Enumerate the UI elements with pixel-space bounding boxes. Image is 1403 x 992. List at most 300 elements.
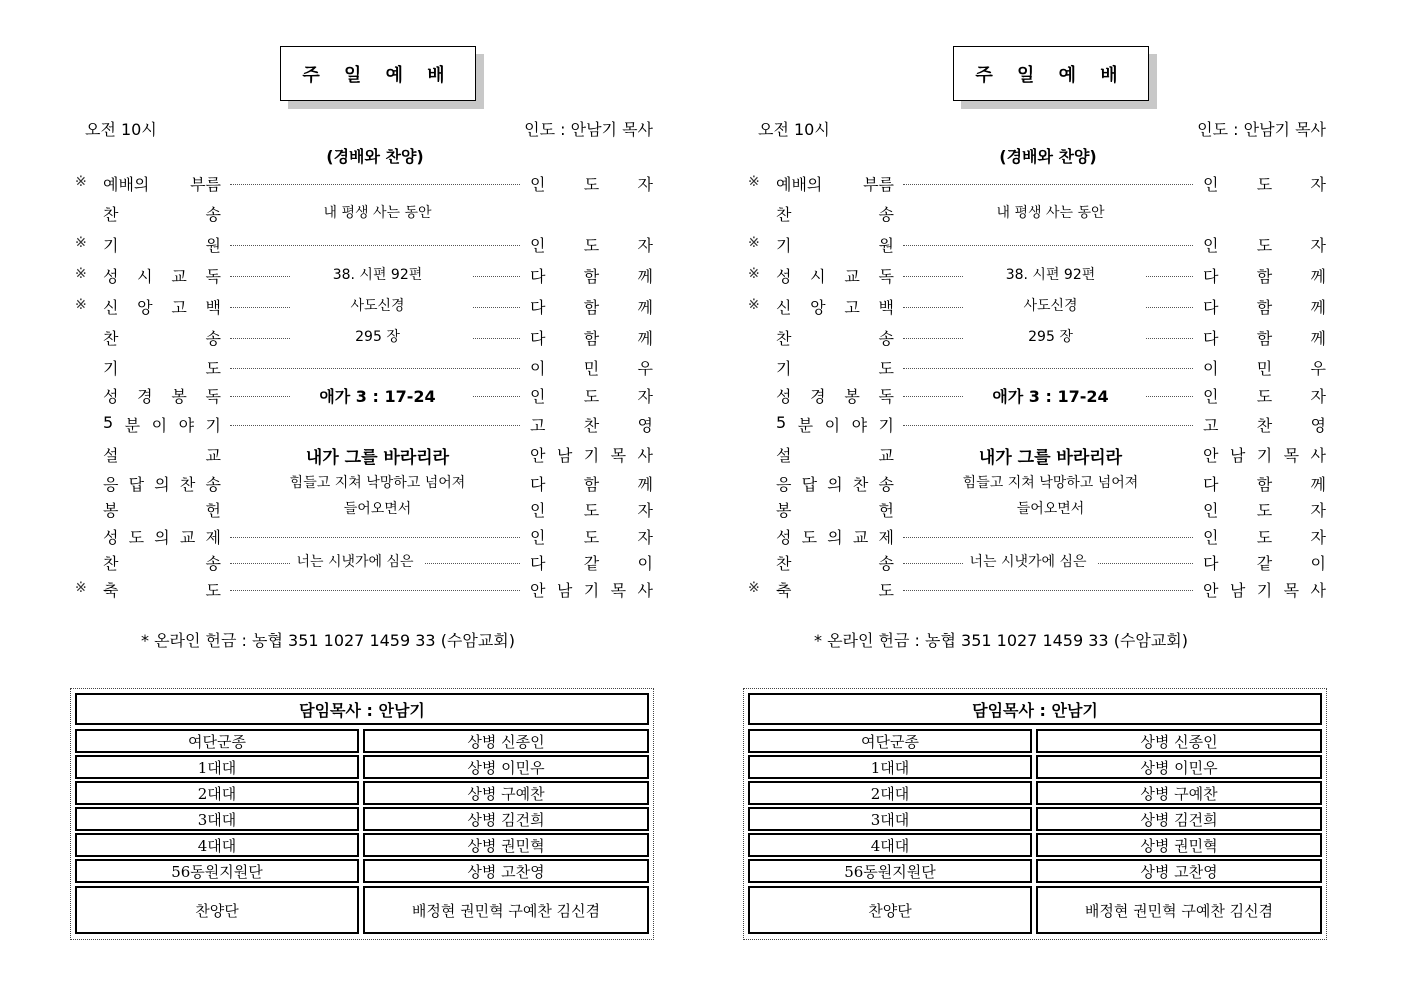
order-item-person-char: 자 <box>637 236 653 255</box>
order-item-person-char: 사 <box>1310 446 1326 465</box>
order-item-person-char: 께 <box>637 298 653 317</box>
staff-unit-cell: 여단군종 <box>75 729 359 753</box>
order-row <box>75 551 655 575</box>
order-item-person-char: 도 <box>1256 236 1273 255</box>
order-item-person-char: 다 <box>530 554 546 573</box>
order-item-name-char: 고 <box>844 298 860 317</box>
order-item-person <box>1203 498 1326 521</box>
dotted-leader <box>230 537 520 538</box>
order-item-name <box>103 233 221 256</box>
order-item-detail: 38. 시편 92편 <box>1005 267 1096 283</box>
order-row <box>748 498 1328 522</box>
order-item-person-char: 이 <box>1203 359 1219 378</box>
order-item-person <box>1203 264 1326 287</box>
order-row <box>748 172 1328 196</box>
order-item-person-char: 함 <box>1256 298 1273 317</box>
dotted-leader <box>903 184 1193 185</box>
order-item-name-char: 고 <box>171 298 187 317</box>
order-item-person-char: 다 <box>530 475 546 494</box>
order-item-detail: 내 평생 사는 동안 <box>996 205 1105 221</box>
order-item-name-char: 송 <box>205 205 221 224</box>
order-item-person-char: 인 <box>530 501 546 520</box>
order-item-name <box>103 443 221 466</box>
order-item-name-char: 부름 <box>190 175 221 194</box>
standing-mark: ※ <box>748 580 760 596</box>
order-item-name-char: 기 <box>776 236 792 255</box>
staff-member-cell: 상병 이민우 <box>1036 755 1322 779</box>
order-item-name-char: 분 <box>797 416 814 435</box>
order-item-name <box>103 264 221 287</box>
order-item-name-char: 축 <box>103 581 119 600</box>
order-row <box>748 233 1328 257</box>
order-item-person <box>530 413 653 436</box>
order-item-person-char: 목 <box>1283 581 1300 600</box>
dotted-leader <box>230 184 520 185</box>
order-item-person <box>530 172 653 195</box>
order-item-name-char: 경 <box>137 387 153 406</box>
order-row <box>75 172 655 196</box>
order-row <box>748 443 1328 467</box>
order-item-person <box>1203 172 1326 195</box>
order-item-name-char: 송 <box>878 329 894 348</box>
staff-unit-cell: 4대대 <box>75 833 359 857</box>
order-item-person <box>530 326 653 349</box>
order-item-name <box>103 472 221 495</box>
order-item-person <box>530 472 653 495</box>
order-item-person-char: 인 <box>530 175 546 194</box>
order-item-person-char: 인 <box>1203 236 1219 255</box>
order-item-name-char: 제 <box>878 528 894 547</box>
order-item-name-char: 의 <box>154 528 170 547</box>
order-item-detail: 힘들고 지쳐 낙망하고 넘어져 <box>962 475 1139 491</box>
order-row <box>748 264 1328 288</box>
dotted-leader <box>1098 563 1193 564</box>
order-item-person-char: 도 <box>1256 387 1273 406</box>
order-row <box>748 295 1328 319</box>
order-item-name-char: 백 <box>878 298 894 317</box>
order-item-name-char: 송 <box>205 475 221 494</box>
order-item-person-char: 영 <box>637 416 653 435</box>
order-item-person-char: 함 <box>583 329 600 348</box>
standing-mark: ※ <box>748 297 760 313</box>
order-item-person-char: 다 <box>1203 329 1219 348</box>
order-item-name <box>776 498 894 521</box>
order-item-name-char: 5 <box>103 413 114 432</box>
staff-member-cell: 상병 권민혁 <box>1036 833 1322 857</box>
order-item-person-char: 께 <box>1310 298 1326 317</box>
order-item-name-char: 도 <box>878 581 894 600</box>
order-item-name-char: 답 <box>801 475 818 494</box>
order-item-name <box>776 443 894 466</box>
order-item-name <box>776 578 894 601</box>
order-item-person-char: 함 <box>1256 329 1273 348</box>
order-item-person-char: 함 <box>1256 475 1273 494</box>
order-item-name-char: 도 <box>128 528 145 547</box>
order-item-detail: 38. 시편 92편 <box>332 267 423 283</box>
order-item-person-char: 다 <box>530 267 546 286</box>
order-item-person <box>530 233 653 256</box>
order-item-name-char: 봉 <box>776 501 792 520</box>
online-offering-note: * 온라인 헌금 : 농협 351 1027 1459 33 (수암교회) <box>814 631 1189 650</box>
standing-mark: ※ <box>748 235 760 251</box>
order-item-person-char: 도 <box>583 387 600 406</box>
standing-mark: ※ <box>75 235 87 251</box>
order-item-name-char: 찬 <box>776 205 792 224</box>
order-row <box>748 578 1328 602</box>
order-item-person-char: 도 <box>583 175 600 194</box>
order-row <box>75 443 655 467</box>
order-item-person-char: 자 <box>637 528 653 547</box>
order-item-name <box>103 295 221 318</box>
bulletin-panel-right <box>748 0 1338 992</box>
order-item-person-char: 자 <box>1310 236 1326 255</box>
order-item-detail: 애가 3 : 17-24 <box>992 387 1109 406</box>
staff-unit-cell: 찬양단 <box>75 886 359 934</box>
order-item-name-char: 도 <box>205 581 221 600</box>
standing-mark: ※ <box>748 174 760 190</box>
order-item-person-char: 인 <box>1203 501 1219 520</box>
order-item-name-char: 설 <box>103 446 119 465</box>
staff-unit-cell: 1대대 <box>75 755 359 779</box>
dotted-leader <box>230 563 290 564</box>
dotted-leader <box>903 368 1193 369</box>
order-item-person-char: 목 <box>610 446 627 465</box>
staff-unit-cell: 4대대 <box>748 833 1032 857</box>
order-item-person-char: 도 <box>583 236 600 255</box>
order-item-person-char: 인 <box>530 387 546 406</box>
staff-member-cell: 상병 이민우 <box>363 755 649 779</box>
order-item-person <box>530 356 653 379</box>
order-item-name-char: 기 <box>878 416 894 435</box>
order-item-name-char: 찬 <box>103 554 119 573</box>
online-offering-note: * 온라인 헌금 : 농협 351 1027 1459 33 (수암교회) <box>141 631 516 650</box>
staff-unit-cell: 여단군종 <box>748 729 1032 753</box>
order-item-detail: 들어오면서 <box>343 501 412 517</box>
order-item-name-char: 부름 <box>863 175 894 194</box>
staff-member-cell: 상병 신종인 <box>363 729 649 753</box>
order-row <box>748 413 1328 437</box>
order-item-person-char: 다 <box>530 298 546 317</box>
order-item-person-char: 함 <box>583 267 600 286</box>
order-item-person-char: 인 <box>530 528 546 547</box>
order-item-name <box>776 525 894 548</box>
dotted-leader <box>230 368 520 369</box>
order-item-person-char: 같 <box>583 554 600 573</box>
order-item-person-char: 목 <box>1283 446 1300 465</box>
order-item-name-char: 원 <box>878 236 894 255</box>
order-item-person-char: 함 <box>583 298 600 317</box>
dotted-leader <box>903 425 1193 426</box>
order-item-person-char: 안 <box>1203 446 1219 465</box>
bulletin-panel-left <box>75 0 665 992</box>
dotted-leader <box>903 537 1193 538</box>
order-item-person-char: 께 <box>637 475 653 494</box>
order-item-person <box>530 498 653 521</box>
order-item-name <box>776 413 894 436</box>
order-item-person-char: 남 <box>556 446 573 465</box>
order-item-person <box>1203 295 1326 318</box>
order-item-person-char: 우 <box>1310 359 1326 378</box>
order-item-person <box>530 443 653 466</box>
order-item-person-char: 께 <box>637 329 653 348</box>
order-item-name-char: 성 <box>103 387 119 406</box>
order-item-person-char: 자 <box>637 387 653 406</box>
order-item-name-char: 기 <box>103 236 119 255</box>
standing-mark: ※ <box>75 297 87 313</box>
order-item-name-char: 성 <box>103 528 119 547</box>
order-item-person-char: 도 <box>1256 528 1273 547</box>
order-item-detail: 사도신경 <box>1023 298 1078 314</box>
order-item-person-char: 고 <box>1203 416 1219 435</box>
order-item-person <box>1203 413 1326 436</box>
order-item-name-char: 교 <box>171 267 187 286</box>
order-item-person-char: 자 <box>637 175 653 194</box>
order-item-name-char: 교 <box>878 446 894 465</box>
order-item-name-char: 찬 <box>103 329 119 348</box>
order-item-detail: 295 장 <box>355 329 400 345</box>
order-item-person-char: 남 <box>1229 446 1246 465</box>
order-item-detail: 들어오면서 <box>1016 501 1085 517</box>
service-title: 주 일 예 배 <box>953 46 1149 101</box>
order-item-person <box>1203 356 1326 379</box>
service-title: 주 일 예 배 <box>280 46 476 101</box>
order-row <box>748 525 1328 549</box>
order-item-person-char: 도 <box>1256 501 1273 520</box>
order-item-name <box>776 326 894 349</box>
order-item-name-char: 의 <box>827 528 843 547</box>
order-item-person <box>1203 443 1326 466</box>
dotted-leader <box>230 590 520 591</box>
order-row <box>75 498 655 522</box>
staff-member-cell: 배정현 권민혁 구예찬 김신겸 <box>1036 886 1322 934</box>
order-item-person-char: 다 <box>1203 298 1219 317</box>
staff-member-cell: 상병 고찬영 <box>1036 859 1322 883</box>
pastor-header: 담임목사 : 안남기 <box>748 693 1322 725</box>
order-item-person-char: 남 <box>556 581 573 600</box>
order-item-person <box>1203 326 1326 349</box>
staff-unit-cell: 56동원지원단 <box>748 859 1032 883</box>
order-item-name <box>103 326 221 349</box>
order-item-person-char: 도 <box>583 501 600 520</box>
order-item-name-char: 독 <box>205 267 221 286</box>
title-frame <box>280 46 476 101</box>
staff-unit-cell: 2대대 <box>748 781 1032 805</box>
order-item-name-char: 독 <box>205 387 221 406</box>
staff-unit-cell: 1대대 <box>748 755 1032 779</box>
order-item-name <box>103 498 221 521</box>
order-item-detail: 애가 3 : 17-24 <box>319 387 436 406</box>
staff-table <box>743 688 1327 940</box>
order-item-name <box>776 202 894 225</box>
order-item-person-char: 함 <box>583 475 600 494</box>
order-item-person-char: 자 <box>637 501 653 520</box>
order-item-detail: 사도신경 <box>350 298 405 314</box>
order-item-name <box>776 295 894 318</box>
order-item-name-char: 예배의 <box>776 175 823 194</box>
order-item-name-char: 교 <box>205 446 221 465</box>
dotted-leader <box>230 245 520 246</box>
order-item-name-char: 찬 <box>179 475 196 494</box>
order-item-name-char: 야 <box>851 416 868 435</box>
order-item-person-char: 다 <box>1203 267 1219 286</box>
order-item-name-char: 분 <box>124 416 141 435</box>
order-item-person-char: 목 <box>610 581 627 600</box>
order-item-person-char: 께 <box>1310 329 1326 348</box>
order-item-name-char: 경 <box>810 387 826 406</box>
order-row <box>75 472 655 496</box>
order-item-name-char: 성 <box>776 528 792 547</box>
order-row <box>75 578 655 602</box>
order-item-name <box>103 413 221 436</box>
order-item-person-char: 다 <box>1203 475 1219 494</box>
order-item-name-char: 야 <box>178 416 195 435</box>
section-heading: (경배와 찬양) <box>999 147 1097 166</box>
order-item-name-char: 봉 <box>171 387 187 406</box>
order-item-name-char: 이 <box>151 416 168 435</box>
staff-member-cell: 상병 김건희 <box>363 807 649 831</box>
dotted-leader <box>903 245 1193 246</box>
order-item-name-char: 신 <box>103 298 119 317</box>
order-item-person-char: 고 <box>530 416 546 435</box>
order-item-name-char: 축 <box>776 581 792 600</box>
order-item-name-char: 송 <box>205 554 221 573</box>
order-item-person-char: 기 <box>1256 446 1273 465</box>
order-item-name-char: 앙 <box>810 298 826 317</box>
order-item-name <box>103 172 221 195</box>
order-row <box>75 384 655 408</box>
order-item-person-char: 께 <box>1310 267 1326 286</box>
order-item-name-char: 봉 <box>103 501 119 520</box>
order-item-name-char: 도 <box>801 528 818 547</box>
staff-unit-cell: 3대대 <box>75 807 359 831</box>
order-row <box>75 326 655 350</box>
section-heading: (경배와 찬양) <box>326 147 424 166</box>
order-item-name-char: 송 <box>878 475 894 494</box>
order-row <box>75 202 655 226</box>
staff-member-cell: 상병 구예찬 <box>363 781 649 805</box>
order-item-person <box>530 578 653 601</box>
order-item-name-char: 찬 <box>776 329 792 348</box>
order-item-person-char: 안 <box>530 446 546 465</box>
order-item-name-char: 송 <box>878 205 894 224</box>
order-item-person-char: 찬 <box>1256 416 1273 435</box>
order-item-person-char: 다 <box>1203 554 1219 573</box>
order-item-person-char: 자 <box>1310 387 1326 406</box>
order-item-person-char: 인 <box>1203 528 1219 547</box>
order-item-name-char: 봉 <box>844 387 860 406</box>
standing-mark: ※ <box>748 266 760 282</box>
order-row <box>748 384 1328 408</box>
order-item-name-char: 찬 <box>103 205 119 224</box>
order-item-name-char: 기 <box>776 359 792 378</box>
order-item-name-char: 성 <box>776 387 792 406</box>
order-item-detail: 힘들고 지쳐 낙망하고 넘어져 <box>289 475 466 491</box>
order-row <box>75 264 655 288</box>
order-item-person-char: 안 <box>530 581 546 600</box>
order-item-name-char: 헌 <box>878 501 894 520</box>
order-item-name <box>776 356 894 379</box>
order-item-name <box>103 356 221 379</box>
order-item-person-char: 함 <box>1256 267 1273 286</box>
service-time: 오전 10시 <box>85 120 157 139</box>
order-item-name <box>776 384 894 407</box>
order-item-name-char: 도 <box>205 359 221 378</box>
order-item-name-char: 기 <box>205 416 221 435</box>
order-row <box>748 202 1328 226</box>
order-item-person-char: 기 <box>1256 581 1273 600</box>
order-item-person-char: 자 <box>1310 175 1326 194</box>
order-item-name-char: 성 <box>776 267 792 286</box>
order-item-person <box>1203 578 1326 601</box>
order-item-name-char: 시 <box>137 267 153 286</box>
order-item-detail: 너는 시냇가에 심은 <box>969 554 1087 570</box>
order-item-name-char: 찬 <box>776 554 792 573</box>
order-item-person-char: 인 <box>1203 387 1219 406</box>
order-item-name-char: 시 <box>810 267 826 286</box>
staff-unit-cell: 56동원지원단 <box>75 859 359 883</box>
service-leader: 인도 : 안남기 목사 <box>524 120 653 139</box>
order-item-person <box>530 384 653 407</box>
standing-mark: ※ <box>75 580 87 596</box>
order-item-person <box>1203 472 1326 495</box>
dotted-leader <box>903 563 963 564</box>
staff-member-cell: 상병 김건희 <box>1036 807 1322 831</box>
order-item-name-char: 헌 <box>205 501 221 520</box>
order-item-name-char: 의 <box>154 475 170 494</box>
order-item-detail: 내 평생 사는 동안 <box>323 205 432 221</box>
order-item-person-char: 안 <box>1203 581 1219 600</box>
order-item-person <box>1203 551 1326 574</box>
order-item-detail: 내가 그를 바라리라 <box>305 448 450 468</box>
staff-member-cell: 상병 권민혁 <box>363 833 649 857</box>
order-item-name-char: 기 <box>103 359 119 378</box>
order-item-name-char: 성 <box>103 267 119 286</box>
order-item-name <box>776 551 894 574</box>
order-item-name-char: 응 <box>776 475 792 494</box>
order-row <box>748 551 1328 575</box>
order-item-person-char: 인 <box>1203 175 1219 194</box>
order-item-person-char: 영 <box>1310 416 1326 435</box>
order-item-person <box>530 525 653 548</box>
order-item-person-char: 자 <box>1310 501 1326 520</box>
order-item-person-char: 사 <box>637 446 653 465</box>
order-item-name-char: 이 <box>824 416 841 435</box>
order-row <box>748 326 1328 350</box>
order-item-detail: 295 장 <box>1028 329 1073 345</box>
order-item-name-char: 앙 <box>137 298 153 317</box>
order-item-person-char: 찬 <box>583 416 600 435</box>
order-item-person-char: 다 <box>530 329 546 348</box>
order-item-name <box>103 384 221 407</box>
order-item-person-char: 이 <box>637 554 653 573</box>
order-item-person-char: 기 <box>583 581 600 600</box>
staff-member-cell: 배정현 권민혁 구예찬 김신겸 <box>363 886 649 934</box>
order-item-name-char: 독 <box>878 267 894 286</box>
order-item-name-char: 교 <box>852 528 869 547</box>
order-item-detail: 너는 시냇가에 심은 <box>296 554 414 570</box>
service-time: 오전 10시 <box>758 120 830 139</box>
order-item-name-char: 송 <box>878 554 894 573</box>
order-item-person-char: 이 <box>530 359 546 378</box>
staff-member-cell: 상병 구예찬 <box>1036 781 1322 805</box>
order-item-person <box>1203 233 1326 256</box>
order-item-detail: 내가 그를 바라리라 <box>978 448 1123 468</box>
order-item-name-char: 교 <box>179 528 196 547</box>
order-item-person-char: 남 <box>1229 581 1246 600</box>
order-item-person-char: 도 <box>1256 175 1273 194</box>
order-item-name <box>776 172 894 195</box>
order-item-person-char: 같 <box>1256 554 1273 573</box>
